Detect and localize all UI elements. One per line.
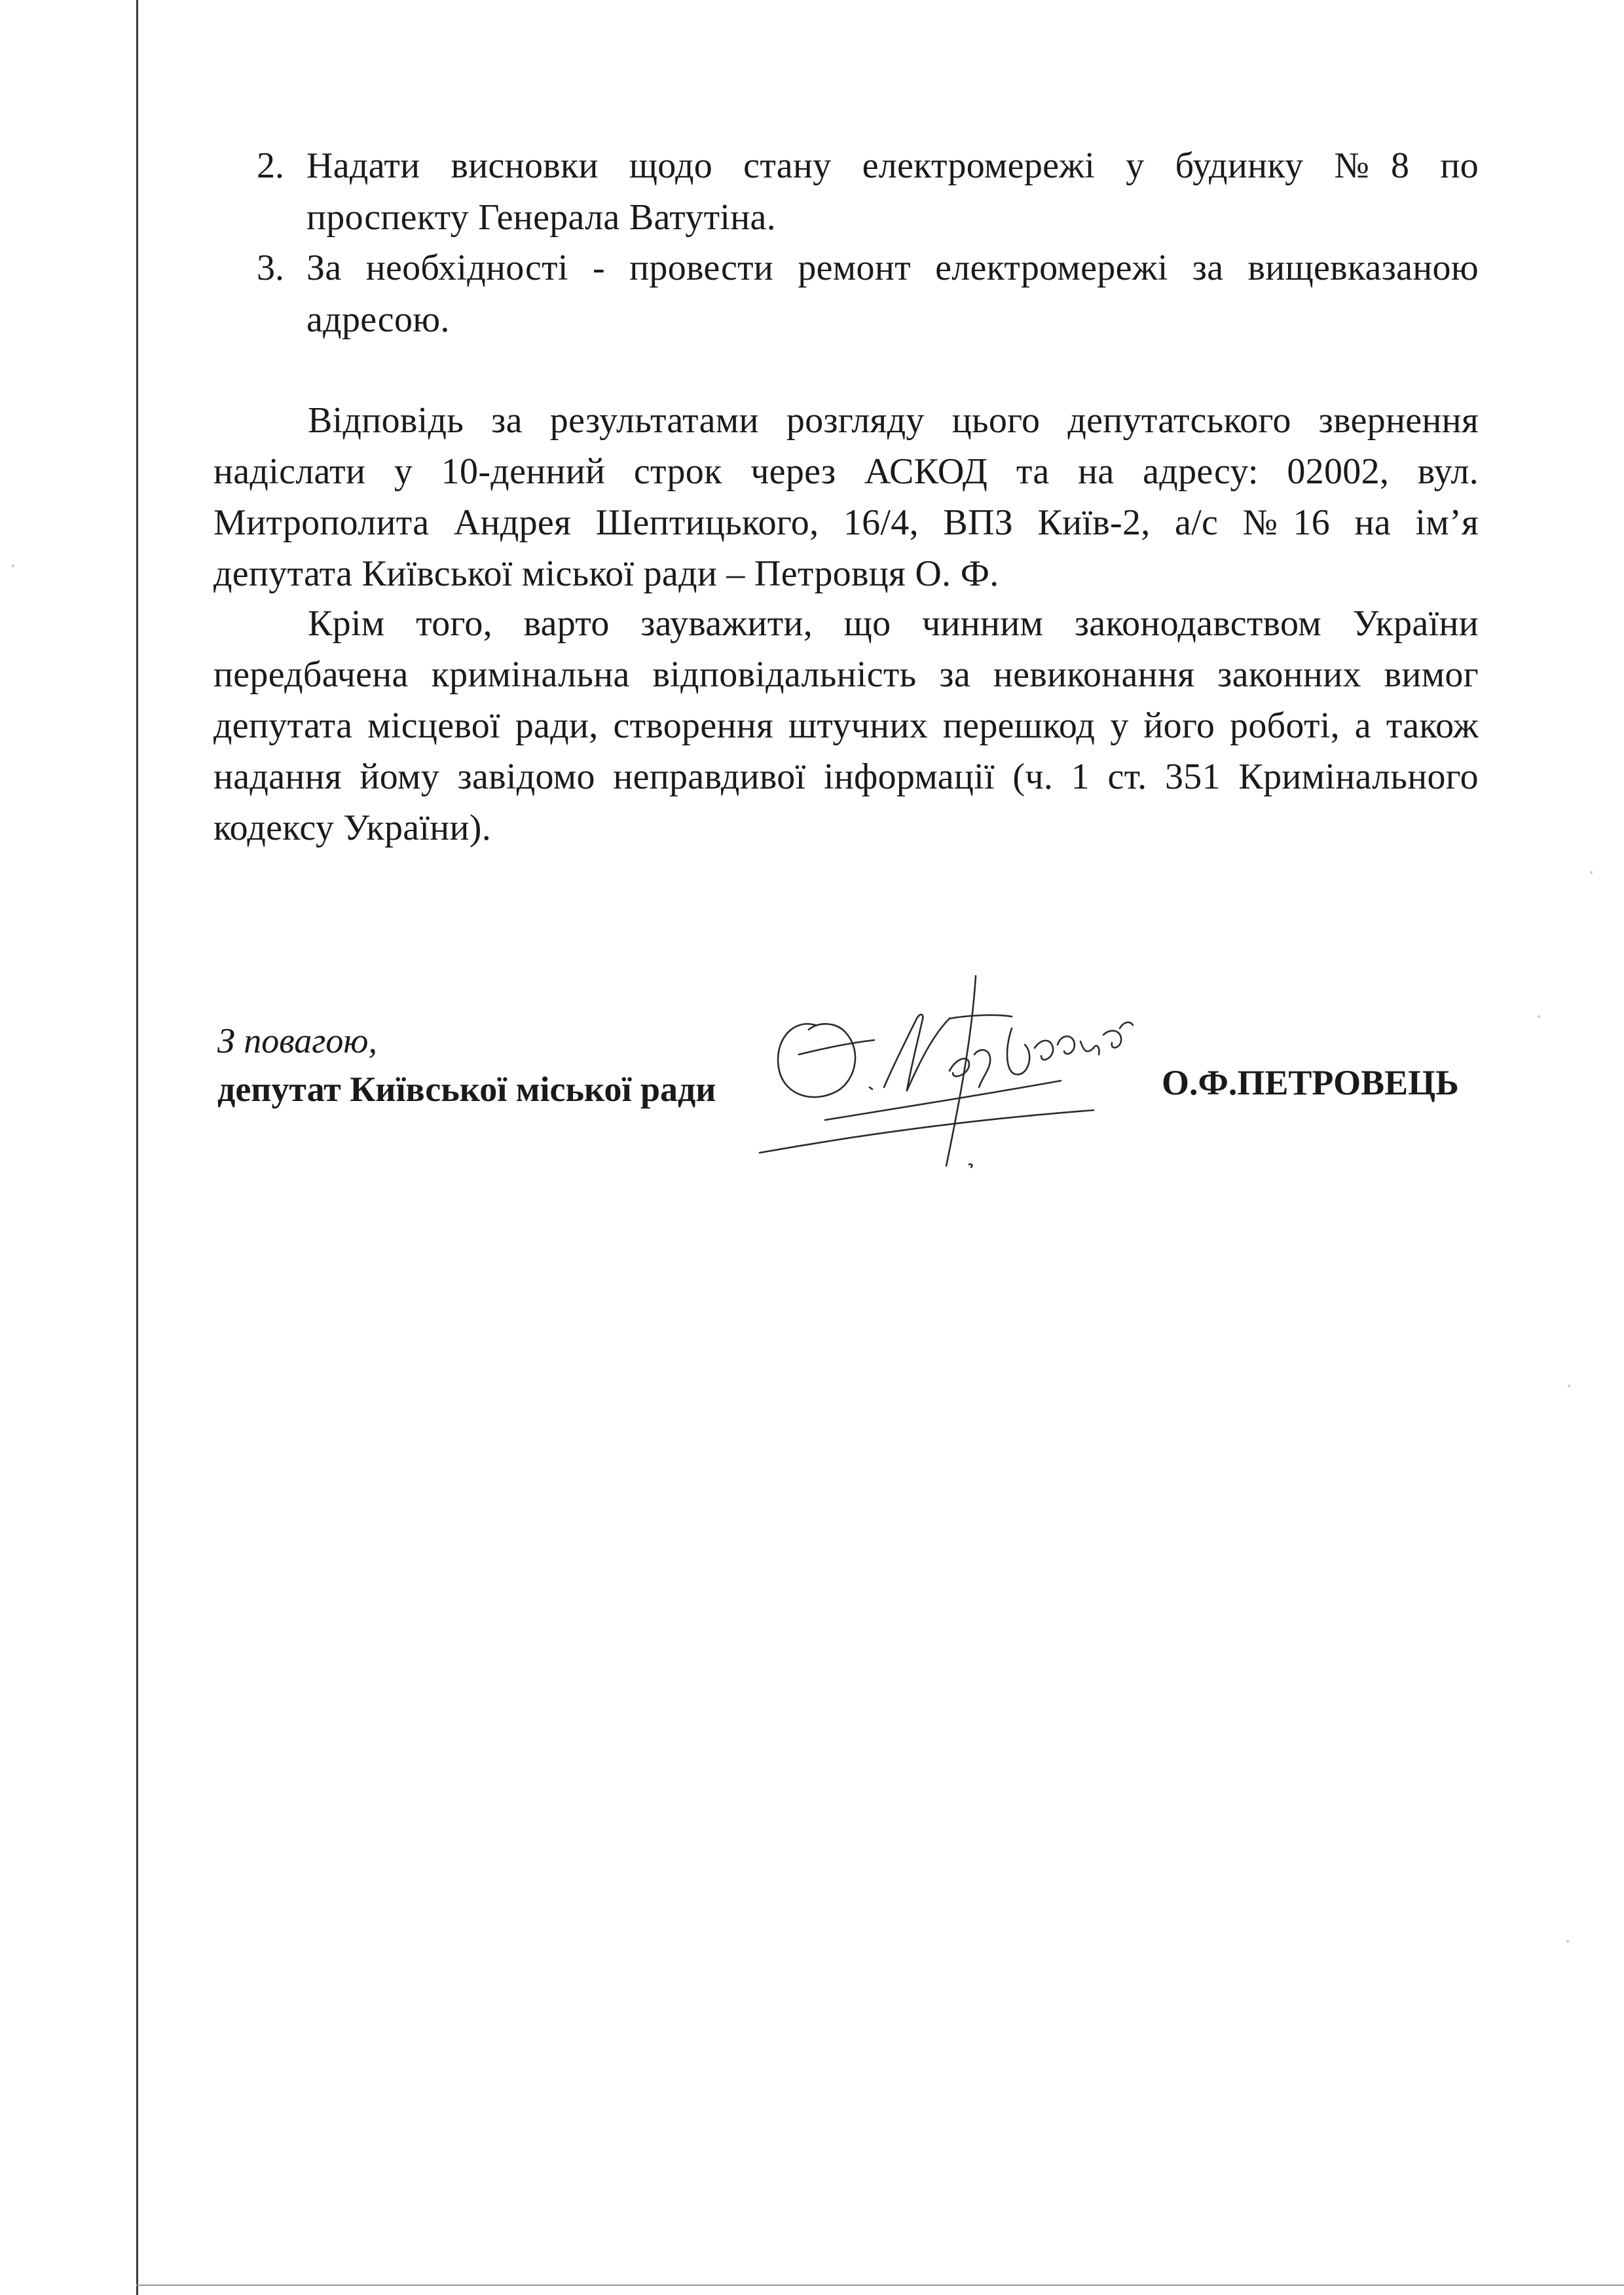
scan-bottom-edge	[136, 2285, 1624, 2286]
signer-position: депутат Київської міської ради	[217, 1070, 716, 1109]
list-item-text: За необхідності - провести ремонт електромережі за вищевказаною	[306, 248, 1479, 288]
scan-dot	[1590, 871, 1593, 874]
paragraph-line: депутата місцевої ради, створення штучних перешкод у його роботі, а також	[213, 705, 1479, 746]
list-item-text: адресою.	[306, 299, 450, 340]
list-item-text: Надати висновки щодо стану електромережі у будинку №8 по	[306, 145, 1479, 186]
handwritten-signature	[753, 956, 1146, 1172]
scan-dot	[12, 565, 14, 567]
paragraph-line: кодексу України).	[213, 808, 492, 848]
list-number: 3.	[257, 248, 284, 288]
scan-dot	[1566, 1940, 1569, 1943]
paragraph-line: передбачена кримінальна відповідальність за невиконання законних вимог	[213, 654, 1479, 695]
paragraph-line: надіслати у 10-денний строк через АСКОД та на адресу: 02002, вул.	[213, 451, 1479, 492]
scan-dot	[1538, 1015, 1540, 1018]
paragraph-line: Крім того, варто зауважити, що чинним законодавством України	[308, 603, 1479, 644]
scan-dot	[1568, 1385, 1570, 1387]
paragraph-line: надання йому завідомо неправдивої інформації (ч. 1 ст. 351 Кримінального	[213, 756, 1479, 797]
list-item-text: проспекту Генерала Ватутіна.	[306, 197, 776, 238]
closing-phrase: З повагою,	[217, 1021, 377, 1060]
paragraph-line: Відповідь за результатами розгляду цього депутатського звернення	[308, 400, 1479, 441]
list-number: 2.	[257, 145, 284, 186]
paragraph-line: Митрополита Андрея Шептицького, 16/4, ВПЗ Київ-2, а/с №16 на ім’я	[213, 502, 1479, 543]
paragraph-line: депутата Київської міської ради – Петровця О. Ф.	[213, 553, 999, 594]
signer-name: О.Ф.ПЕТРОВЕЦЬ	[1162, 1063, 1459, 1102]
scan-left-edge	[136, 0, 138, 2295]
